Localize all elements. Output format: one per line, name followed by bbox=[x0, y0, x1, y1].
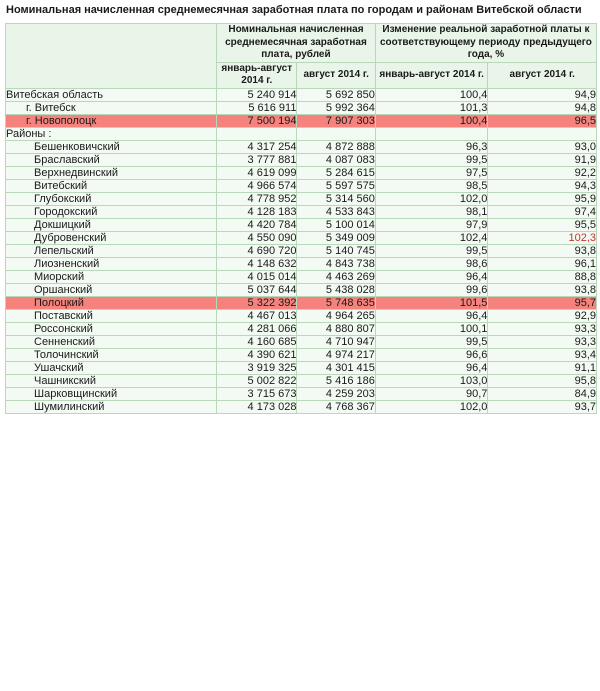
cell-jan-aug-wage: 4 015 014 bbox=[217, 270, 297, 283]
cell-aug-wage: 7 907 303 bbox=[297, 114, 375, 127]
wages-table bbox=[5, 23, 597, 414]
section-blank-3 bbox=[375, 127, 488, 140]
cell-jan-aug-real: 96,6 bbox=[375, 348, 488, 361]
table-row bbox=[6, 361, 597, 374]
cell-jan-aug-real: 101,3 bbox=[375, 101, 488, 114]
cell-jan-aug-real: 101,5 bbox=[375, 296, 488, 309]
table-row bbox=[6, 231, 597, 244]
cell-aug-wage: 5 597 575 bbox=[297, 179, 375, 192]
cell-jan-aug-real: 96,4 bbox=[375, 309, 488, 322]
cell-aug-wage: 5 416 186 bbox=[297, 374, 375, 387]
row-label: Дубровенский bbox=[6, 231, 217, 244]
cell-jan-aug-real: 98,5 bbox=[375, 179, 488, 192]
cell-jan-aug-real: 97,5 bbox=[375, 166, 488, 179]
cell-aug-wage: 4 872 888 bbox=[297, 140, 375, 153]
table-header bbox=[6, 24, 597, 89]
cell-jan-aug-wage: 4 619 099 bbox=[217, 166, 297, 179]
row-label: Браславский bbox=[6, 153, 217, 166]
cell-jan-aug-real: 96,4 bbox=[375, 270, 488, 283]
cell-aug-wage: 4 301 415 bbox=[297, 361, 375, 374]
cell-jan-aug-wage: 4 467 013 bbox=[217, 309, 297, 322]
cell-aug-real: 93,0 bbox=[488, 140, 597, 153]
table-row bbox=[6, 257, 597, 270]
cell-aug-real: 84,9 bbox=[488, 387, 597, 400]
row-label: Оршанский bbox=[6, 283, 217, 296]
cell-aug-real: 93,3 bbox=[488, 322, 597, 335]
section-blank-4 bbox=[488, 127, 597, 140]
row-label: Сенненский bbox=[6, 335, 217, 348]
cell-aug-real: 92,9 bbox=[488, 309, 597, 322]
cell-jan-aug-real: 97,9 bbox=[375, 218, 488, 231]
row-label: Витебский bbox=[6, 179, 217, 192]
section-blank-2 bbox=[297, 127, 375, 140]
cell-aug-real: 88,8 bbox=[488, 270, 597, 283]
cell-aug-wage: 4 533 843 bbox=[297, 205, 375, 218]
cell-jan-aug-wage: 4 966 574 bbox=[217, 179, 297, 192]
cell-jan-aug-real: 90,7 bbox=[375, 387, 488, 400]
table-row bbox=[6, 322, 597, 335]
cell-jan-aug-real: 102,0 bbox=[375, 400, 488, 413]
cell-aug-wage: 5 314 560 bbox=[297, 192, 375, 205]
cell-jan-aug-wage: 4 173 028 bbox=[217, 400, 297, 413]
cell-aug-wage: 5 748 635 bbox=[297, 296, 375, 309]
row-label: Чашникский bbox=[6, 374, 217, 387]
cell-aug-wage: 5 140 745 bbox=[297, 244, 375, 257]
table-row bbox=[6, 244, 597, 257]
cell-jan-aug-wage: 4 690 720 bbox=[217, 244, 297, 257]
table-body bbox=[6, 88, 597, 413]
cell-aug-wage: 4 964 265 bbox=[297, 309, 375, 322]
cell-jan-aug-wage: 4 160 685 bbox=[217, 335, 297, 348]
cell-aug-real: 93,3 bbox=[488, 335, 597, 348]
header-real-wage-change: Изменение реальной заработной платы к соответствующему периоду предыдущего года, % bbox=[375, 24, 596, 63]
row-label: Толочинский bbox=[6, 348, 217, 361]
cell-aug-real: 93,7 bbox=[488, 400, 597, 413]
cell-jan-aug-wage: 4 317 254 bbox=[217, 140, 297, 153]
cell-jan-aug-wage: 4 390 621 bbox=[217, 348, 297, 361]
cell-aug-real: 91,1 bbox=[488, 361, 597, 374]
cell-jan-aug-wage: 5 616 911 bbox=[217, 101, 297, 114]
table-row-highlighted bbox=[6, 296, 597, 309]
section-label: Районы : bbox=[6, 127, 217, 140]
cell-aug-real: 95,7 bbox=[488, 296, 597, 309]
cell-jan-aug-wage: 4 148 632 bbox=[217, 257, 297, 270]
cell-aug-wage: 4 880 807 bbox=[297, 322, 375, 335]
row-label: г. Витебск bbox=[6, 101, 217, 114]
cell-jan-aug-real: 98,1 bbox=[375, 205, 488, 218]
table-row bbox=[6, 270, 597, 283]
cell-jan-aug-wage: 5 037 644 bbox=[217, 283, 297, 296]
table-row bbox=[6, 88, 597, 101]
cell-jan-aug-real: 99,5 bbox=[375, 335, 488, 348]
row-label: Лепельский bbox=[6, 244, 217, 257]
row-label: Поставский bbox=[6, 309, 217, 322]
cell-aug-wage: 4 259 203 bbox=[297, 387, 375, 400]
cell-jan-aug-real: 102,4 bbox=[375, 231, 488, 244]
cell-aug-real: 94,8 bbox=[488, 101, 597, 114]
table-row bbox=[6, 140, 597, 153]
cell-aug-wage: 4 463 269 bbox=[297, 270, 375, 283]
table-row bbox=[6, 400, 597, 413]
cell-jan-aug-real: 99,5 bbox=[375, 153, 488, 166]
cell-aug-real: 97,4 bbox=[488, 205, 597, 218]
header-sub-jan-aug-real: январь-август 2014 г. bbox=[375, 62, 488, 88]
cell-aug-wage: 4 768 367 bbox=[297, 400, 375, 413]
row-label: Витебская область bbox=[6, 88, 217, 101]
table-row bbox=[6, 166, 597, 179]
table-row bbox=[6, 192, 597, 205]
row-label: Полоцкий bbox=[6, 296, 217, 309]
cell-jan-aug-real: 102,0 bbox=[375, 192, 488, 205]
cell-aug-wage: 5 438 028 bbox=[297, 283, 375, 296]
table-row bbox=[6, 153, 597, 166]
table-row bbox=[6, 101, 597, 114]
table-row bbox=[6, 283, 597, 296]
cell-aug-real: 93,4 bbox=[488, 348, 597, 361]
cell-jan-aug-wage: 4 550 090 bbox=[217, 231, 297, 244]
cell-jan-aug-real: 99,6 bbox=[375, 283, 488, 296]
cell-jan-aug-wage: 4 778 952 bbox=[217, 192, 297, 205]
row-label: Шумилинский bbox=[6, 400, 217, 413]
cell-aug-real: 93,8 bbox=[488, 244, 597, 257]
cell-jan-aug-real: 100,4 bbox=[375, 88, 488, 101]
row-label: Глубокский bbox=[6, 192, 217, 205]
header-region-blank bbox=[6, 24, 217, 89]
cell-jan-aug-wage: 4 281 066 bbox=[217, 322, 297, 335]
cell-aug-real: 92,2 bbox=[488, 166, 597, 179]
header-sub-aug-real: август 2014 г. bbox=[488, 62, 597, 88]
table-row bbox=[6, 179, 597, 192]
cell-aug-real: 94,9 bbox=[488, 88, 597, 101]
row-label: Шарковщинский bbox=[6, 387, 217, 400]
cell-aug-wage: 4 843 738 bbox=[297, 257, 375, 270]
row-label: Россонский bbox=[6, 322, 217, 335]
table-row bbox=[6, 348, 597, 361]
row-label: Ушачский bbox=[6, 361, 217, 374]
table-row bbox=[6, 387, 597, 400]
section-blank-1 bbox=[217, 127, 297, 140]
cell-aug-real: 96,5 bbox=[488, 114, 597, 127]
table-row bbox=[6, 374, 597, 387]
table-row bbox=[6, 205, 597, 218]
table-section-row bbox=[6, 127, 597, 140]
cell-aug-real: 93,8 bbox=[488, 283, 597, 296]
cell-aug-real: 95,9 bbox=[488, 192, 597, 205]
cell-jan-aug-wage: 4 128 183 bbox=[217, 205, 297, 218]
cell-jan-aug-wage: 3 777 881 bbox=[217, 153, 297, 166]
page-title: Номинальная начисленная среднемесячная заработная плата по городам и районам Витебской области bbox=[6, 4, 582, 16]
cell-aug-wage: 5 284 615 bbox=[297, 166, 375, 179]
cell-jan-aug-real: 99,5 bbox=[375, 244, 488, 257]
row-label: Бешенковичский bbox=[6, 140, 217, 153]
cell-jan-aug-real: 100,1 bbox=[375, 322, 488, 335]
cell-aug-real: 102,3 bbox=[488, 231, 597, 244]
row-label: Верхнедвинский bbox=[6, 166, 217, 179]
cell-aug-real: 95,5 bbox=[488, 218, 597, 231]
cell-aug-wage: 5 692 850 bbox=[297, 88, 375, 101]
cell-aug-wage: 5 349 009 bbox=[297, 231, 375, 244]
cell-aug-real: 94,3 bbox=[488, 179, 597, 192]
header-group-row bbox=[6, 24, 597, 63]
cell-jan-aug-real: 96,3 bbox=[375, 140, 488, 153]
header-nominal-wage: Номинальная начисленная среднемесячная заработная плата, рублей bbox=[217, 24, 376, 63]
cell-aug-real: 91,9 bbox=[488, 153, 597, 166]
cell-aug-wage: 4 087 083 bbox=[297, 153, 375, 166]
cell-jan-aug-wage: 5 240 914 bbox=[217, 88, 297, 101]
cell-aug-real: 95,8 bbox=[488, 374, 597, 387]
cell-aug-wage: 4 974 217 bbox=[297, 348, 375, 361]
cell-jan-aug-real: 103,0 bbox=[375, 374, 488, 387]
cell-jan-aug-wage: 4 420 784 bbox=[217, 218, 297, 231]
cell-aug-wage: 5 992 364 bbox=[297, 101, 375, 114]
row-label: Миорский bbox=[6, 270, 217, 283]
cell-aug-real: 96,1 bbox=[488, 257, 597, 270]
cell-jan-aug-wage: 7 500 194 bbox=[217, 114, 297, 127]
table-row bbox=[6, 335, 597, 348]
cell-jan-aug-real: 96,4 bbox=[375, 361, 488, 374]
cell-jan-aug-real: 100,4 bbox=[375, 114, 488, 127]
header-sub-aug-wage: август 2014 г. bbox=[297, 62, 375, 88]
cell-aug-wage: 5 100 014 bbox=[297, 218, 375, 231]
cell-jan-aug-wage: 5 322 392 bbox=[217, 296, 297, 309]
table-row bbox=[6, 218, 597, 231]
row-label: Городокский bbox=[6, 205, 217, 218]
cell-jan-aug-wage: 3 919 325 bbox=[217, 361, 297, 374]
cell-jan-aug-real: 98,6 bbox=[375, 257, 488, 270]
table-row bbox=[6, 309, 597, 322]
cell-jan-aug-wage: 3 715 673 bbox=[217, 387, 297, 400]
table-row-highlighted bbox=[6, 114, 597, 127]
cell-aug-wage: 4 710 947 bbox=[297, 335, 375, 348]
row-label: Докшицкий bbox=[6, 218, 217, 231]
row-label: Лиозненский bbox=[6, 257, 217, 270]
cell-jan-aug-wage: 5 002 822 bbox=[217, 374, 297, 387]
row-label: г. Новополоцк bbox=[6, 114, 217, 127]
header-sub-jan-aug-wage: январь-август 2014 г. bbox=[217, 62, 297, 88]
